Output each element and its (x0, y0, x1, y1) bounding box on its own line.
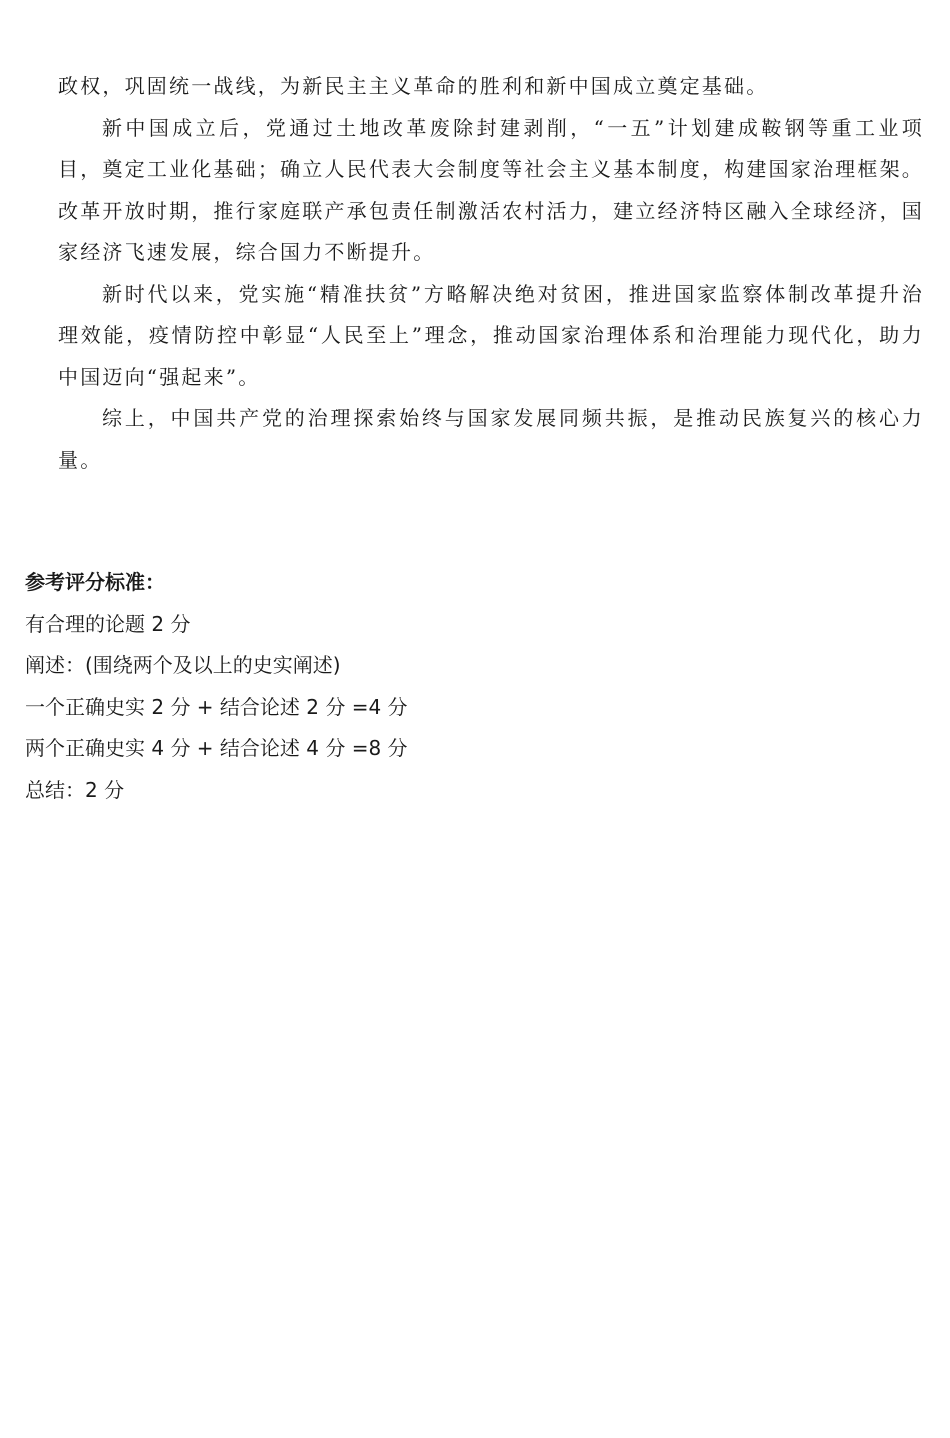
essay-paragraph: 新时代以来，党实施“精准扶贫”方略解决绝对贫困，推进国家监察体制改革提升治理效能，疫情防控中彰显“人民至上”理念，推动国家治理体系和治理能力现代化，助力中国迈向“强起来”。 (58, 281, 924, 389)
scoring-rubric (25, 562, 625, 811)
rubric-item: 两个正确史实 4 分 + 结合论述 4 分 =8 分 (25, 736, 408, 760)
rubric-item: 有合理的论题 2 分 (25, 611, 191, 636)
rubric-item: 总结：2 分 (25, 777, 125, 802)
essay-paragraph: 综上，中国共产党的治理探索始终与国家发展同频共振，是推动民族复兴的核心力量。 (58, 406, 924, 472)
essay-paragraph: 新中国成立后，党通过土地改革废除封建剥削，“一五”计划建成鞍钢等重工业项目，奠定工业化基础；确立人民代表大会制度等社会主义基本制度，构建国家治理框架。改革开放时期，推行家庭联产承包责任制激活农村活力，建立经济特区融入全球经济，国家经济飞速发展，综合国力不断提升。 (58, 115, 924, 264)
rubric-item: 阐述：(围绕两个及以上的史实阐述) (25, 653, 341, 677)
rubric-heading: 参考评分标准： (25, 570, 165, 594)
essay-body (58, 66, 924, 481)
rubric-item: 一个正确史实 2 分 + 结合论述 2 分 =4 分 (25, 694, 408, 719)
essay-paragraph: 政权，巩固统一战线，为新民主主义革命的胜利和新中国成立奠定基础。 (58, 74, 769, 98)
